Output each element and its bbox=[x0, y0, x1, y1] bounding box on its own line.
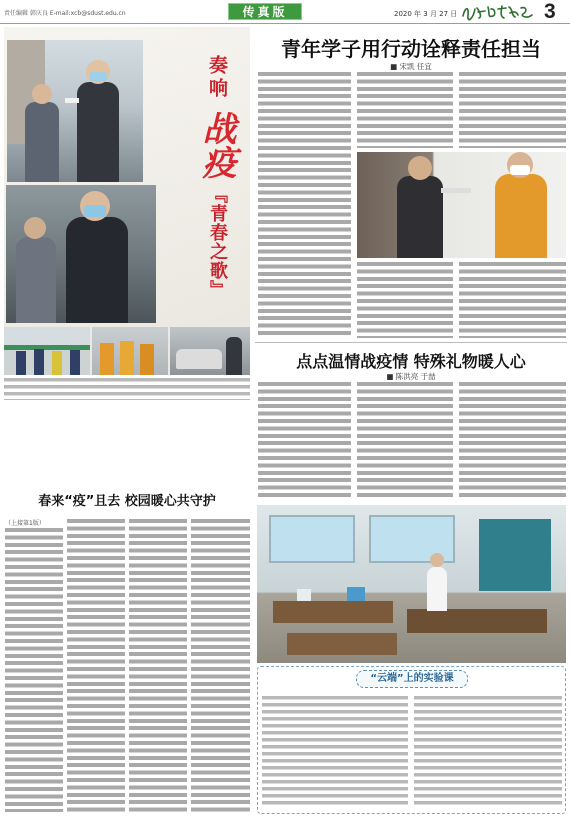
article-youth-photo bbox=[357, 152, 566, 258]
collage-photo-team bbox=[92, 327, 168, 375]
body-text-column bbox=[357, 382, 453, 500]
photo-thermometer bbox=[441, 188, 471, 193]
photo-person-head bbox=[408, 156, 432, 180]
article-gifts-headline: 点点温情战疫情 特殊礼物暖人心 bbox=[296, 352, 526, 371]
photo-face-mask bbox=[84, 205, 106, 217]
photo-person bbox=[100, 343, 114, 375]
body-text-column bbox=[67, 519, 125, 812]
collage-title-song: 『青春之歌』 bbox=[207, 185, 228, 299]
lab-bench bbox=[273, 601, 393, 623]
lab-figure bbox=[427, 567, 447, 611]
article-campus-headline: 春来“疫”且去 校园暖心共守护 bbox=[38, 494, 216, 509]
virtual-lab-image bbox=[257, 505, 566, 663]
collage-photo-volunteer bbox=[6, 185, 156, 323]
photo-person-head bbox=[24, 217, 46, 239]
collage-caption bbox=[4, 378, 250, 400]
photo-person bbox=[226, 337, 242, 375]
issue-date: 2020 年 3 月 27 日 bbox=[394, 10, 458, 18]
lab-bench bbox=[407, 609, 547, 633]
photo-person bbox=[140, 344, 154, 375]
lab-equipment bbox=[297, 589, 311, 601]
photo-face-mask bbox=[510, 165, 530, 175]
lab-equipment bbox=[347, 587, 365, 601]
body-text-column bbox=[357, 72, 453, 148]
editor-credit: 责任编辑 韩庆良 E-mail:xcb@sdust.edu.cn bbox=[4, 10, 126, 17]
photo-person bbox=[70, 350, 80, 375]
collage-photo-checkpoint bbox=[4, 327, 90, 375]
page-number: 3 bbox=[544, 0, 556, 23]
photo-collage bbox=[4, 27, 250, 375]
photo-person bbox=[16, 237, 56, 323]
body-text-column bbox=[258, 382, 351, 500]
body-text-column bbox=[5, 528, 63, 812]
article-gifts-byline: ■ 陈洪亮 于喆 bbox=[386, 372, 436, 381]
photo-face-mask bbox=[89, 72, 107, 81]
lab-feature-caption: “云端”上的实验课 bbox=[356, 670, 468, 688]
body-text-column bbox=[459, 382, 566, 500]
collage-photo-car bbox=[170, 327, 250, 375]
photo-person bbox=[34, 349, 44, 375]
body-text-column bbox=[262, 696, 408, 808]
photo-person bbox=[397, 176, 443, 258]
masthead-logo bbox=[460, 3, 536, 21]
photo-person bbox=[66, 217, 128, 323]
collage-title-main: 战疫 bbox=[196, 111, 236, 179]
photo-person bbox=[52, 351, 62, 375]
body-text-column bbox=[459, 72, 566, 148]
collage-photo-street bbox=[7, 40, 143, 182]
photo-person-head bbox=[32, 84, 52, 104]
body-text-column bbox=[414, 696, 562, 808]
body-text-column bbox=[258, 72, 351, 338]
lab-figure-head bbox=[430, 553, 444, 567]
lab-window bbox=[269, 515, 355, 563]
lab-cabinet bbox=[479, 519, 551, 591]
photo-person bbox=[16, 351, 26, 375]
photo-person bbox=[120, 341, 134, 375]
photo-person bbox=[25, 102, 59, 182]
photo-person bbox=[77, 82, 119, 182]
collage-title-top: 奏响 bbox=[206, 55, 228, 101]
lab-bench bbox=[287, 633, 397, 655]
continued-from-note: （上接第1版） bbox=[5, 520, 45, 527]
photo-person bbox=[495, 174, 547, 258]
header-rule bbox=[0, 23, 570, 24]
section-divider bbox=[255, 342, 567, 343]
body-text-column bbox=[191, 519, 250, 812]
article-youth-byline: ■ 宋凯 任宜 bbox=[390, 62, 432, 71]
article-youth-headline: 青年学子用行动诠释责任担当 bbox=[281, 37, 541, 61]
body-text-column bbox=[459, 262, 566, 338]
photo-thermometer bbox=[65, 98, 79, 103]
body-text-column bbox=[129, 519, 187, 812]
section-label: 传真版 bbox=[228, 3, 302, 20]
body-text-column bbox=[357, 262, 453, 338]
photo-car bbox=[176, 349, 222, 369]
